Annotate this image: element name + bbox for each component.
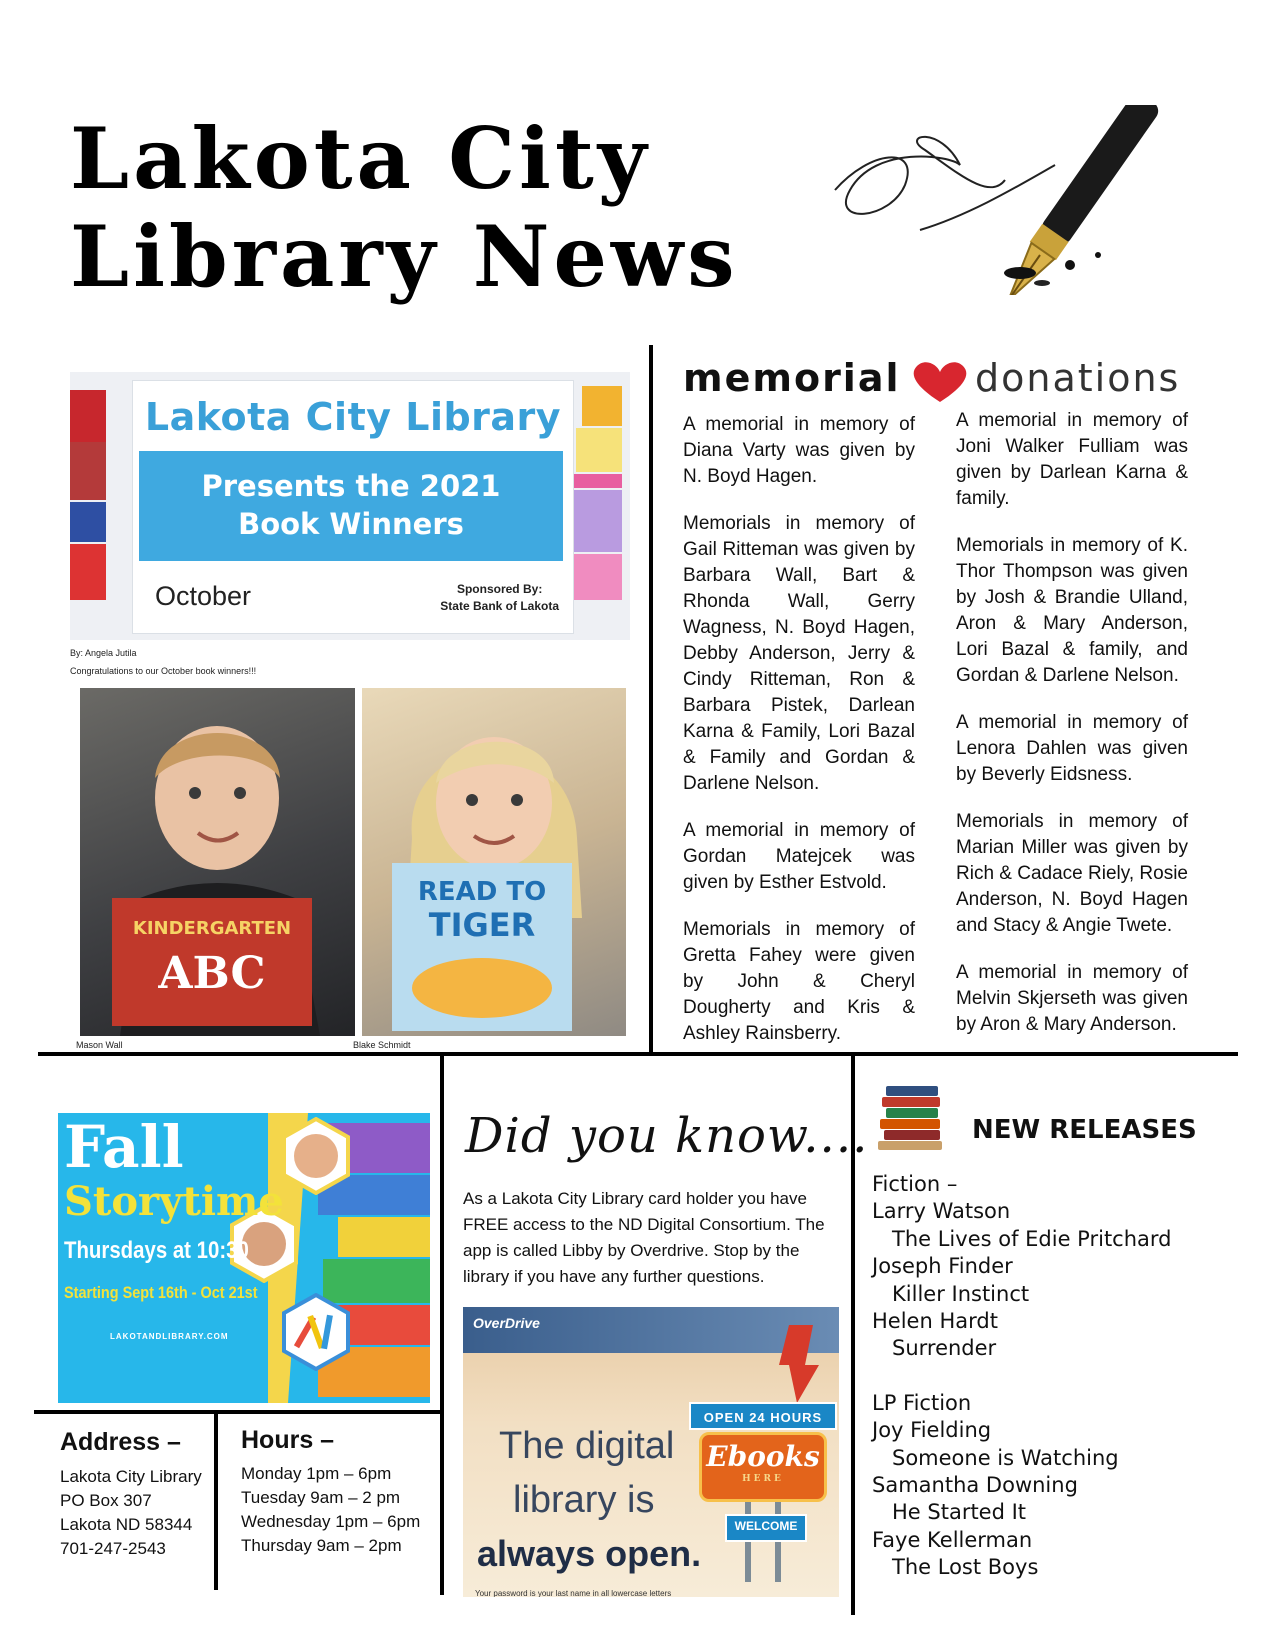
here-text: HERE bbox=[742, 1474, 784, 1484]
section-label: Fiction – bbox=[872, 1172, 958, 1196]
memorial-entry: A memorial in memory of Joni Walker Fulliam was given by Darlean Karna & family. bbox=[956, 410, 1188, 509]
book-spine-icon bbox=[70, 502, 106, 542]
address-lines bbox=[60, 1465, 202, 1561]
svg-text:READ TO: READ TO bbox=[417, 877, 547, 907]
book-winners-card bbox=[70, 372, 630, 640]
memorial-column-left bbox=[683, 412, 915, 1068]
book-kindergarten bbox=[112, 898, 312, 1026]
photo-mason-wall bbox=[80, 688, 355, 1036]
did-you-know-title: Did you know.... bbox=[465, 1108, 869, 1164]
ad-line-1: The digital bbox=[499, 1425, 675, 1467]
storytime-subtitle: Storytime bbox=[64, 1178, 284, 1225]
memorial-entry: A memorial in memory of Gordan Matejcek was given by Esther Estvold. bbox=[683, 820, 915, 893]
photo-caption-mason: Mason Wall bbox=[76, 1040, 123, 1050]
sponsor-name: State Bank of Lakota bbox=[440, 599, 559, 613]
photo-caption-blake: Blake Schmidt bbox=[353, 1040, 411, 1050]
svg-text:KINDERGARTEN: KINDERGARTEN bbox=[132, 918, 292, 939]
hours-line: Wednesday 1pm – 6pm bbox=[241, 1512, 421, 1531]
heart-icon bbox=[909, 360, 971, 404]
photo-blake-schmidt bbox=[362, 688, 626, 1036]
memorial-entry: Memorials in memory of Marian Miller was given by Rich & Cadace Riely, Rosie Anderson, N. Boyd Hagen and Stacy & Angie Twete. bbox=[956, 811, 1188, 936]
ebooks-sign bbox=[689, 1402, 837, 1578]
new-releases-list bbox=[872, 1171, 1172, 1582]
address-line: Lakota City Library bbox=[60, 1467, 202, 1486]
hours-heading: Hours – bbox=[241, 1426, 335, 1454]
address-line: PO Box 307 bbox=[60, 1491, 152, 1510]
banner-line-1: Presents the 2021 bbox=[201, 469, 501, 503]
byline: By: Angela Jutila bbox=[70, 648, 137, 658]
memorial-entry: Memorials in memory of Gretta Fahey were given by John & Cheryl Dougherty and Kris & Ashley Rainsberry. bbox=[683, 919, 915, 1044]
book-read-to-tiger bbox=[392, 863, 572, 1031]
memorial-entry: A memorial in memory of Lenora Dahlen was given by Beverly Eidsness. bbox=[956, 712, 1188, 785]
book-author: Faye Kellerman bbox=[872, 1527, 1033, 1552]
congrats-text: Congratulations to our October book winners!!! bbox=[70, 666, 257, 676]
hours-line: Thursday 9am – 2pm bbox=[241, 1536, 402, 1555]
book-title: The Lost Boys bbox=[892, 1555, 1039, 1580]
book-author: Joy Fielding bbox=[872, 1418, 992, 1443]
child-with-book-illustration bbox=[80, 688, 355, 1036]
arrow-sign-icon bbox=[779, 1325, 823, 1403]
divider-vertical-info bbox=[214, 1410, 218, 1590]
overdrive-ad bbox=[463, 1307, 839, 1597]
divider-vertical-top bbox=[649, 345, 653, 1055]
book-spine-icon bbox=[570, 474, 622, 488]
book-title: Killer Instinct bbox=[892, 1281, 1030, 1306]
storytime-title: Fall bbox=[64, 1113, 184, 1181]
book-winners-month: October bbox=[155, 581, 252, 611]
memorial-donations-header bbox=[683, 356, 1228, 406]
book-winners-poster bbox=[132, 380, 574, 634]
fall-storytime-poster bbox=[58, 1113, 430, 1403]
storytime-website: LAKOTANDLIBRARY.COM bbox=[110, 1332, 229, 1341]
crayons-badge bbox=[280, 1293, 352, 1371]
book-spine-icon bbox=[582, 386, 622, 426]
memorial-entry: A memorial in memory of Diana Varty was given by N. Boyd Hagen. bbox=[683, 414, 915, 487]
donations-word: donations bbox=[975, 356, 1181, 400]
memorial-entry: Memorials in memory of Gail Ritteman was given by Barbara Wall, Bart & Rhonda Wall, Gerry Wagness, N. Boyd Hagen, Debby Anderson, Jerry & Cindy Ritteman, Ron & Barbara Pistek, Darlean Karna & Family, Lori Bazal & Family and Gordan & Darlene Nelson. bbox=[683, 513, 915, 794]
book-winners-banner bbox=[139, 451, 563, 561]
book-spine-icon bbox=[570, 554, 622, 600]
ad-line-2: library is bbox=[513, 1479, 655, 1521]
hours-line: Tuesday 9am – 2 pm bbox=[241, 1488, 401, 1507]
address-heading: Address – bbox=[60, 1428, 181, 1456]
book-winners-title: Lakota City Library bbox=[144, 395, 562, 439]
book-title: Surrender bbox=[892, 1336, 997, 1361]
book-title: Someone is Watching bbox=[892, 1445, 1119, 1470]
book-author: Joseph Finder bbox=[872, 1254, 1013, 1279]
svg-text:TIGER: TIGER bbox=[428, 906, 536, 944]
memorial-word: memorial bbox=[683, 356, 901, 400]
divider-vertical-left bbox=[440, 1055, 444, 1595]
book-author: Larry Watson bbox=[872, 1199, 1011, 1224]
sponsor bbox=[440, 581, 559, 615]
storytime-when: Thursdays at 10:30 bbox=[64, 1237, 249, 1264]
child-photo-badge bbox=[280, 1117, 352, 1195]
book-author: Samantha Downing bbox=[872, 1473, 1078, 1498]
section-spacer bbox=[872, 1363, 1172, 1390]
overdrive-logo: OverDrive bbox=[473, 1315, 540, 1331]
book-spine-icon bbox=[576, 428, 622, 472]
masthead-line-2: Library News bbox=[70, 207, 739, 306]
book-title: He Started It bbox=[892, 1500, 1027, 1525]
did-you-know-body: As a Lakota City Library card holder you have FREE access to the ND Digital Consortium. The app is called Libby by Overdrive. Stop by the library if you have any further questions. bbox=[463, 1189, 825, 1286]
book-title: The Lives of Edie Pritchard bbox=[892, 1226, 1172, 1251]
ad-fine-print: Your password is your last name in all lowercase letters bbox=[475, 1589, 672, 1597]
address-line: Lakota ND 58344 bbox=[60, 1515, 193, 1534]
address-phone: 701-247-2543 bbox=[60, 1539, 166, 1558]
ad-line-3: always open. bbox=[477, 1533, 702, 1574]
child-with-book-illustration bbox=[362, 688, 626, 1036]
book-spine-icon bbox=[570, 490, 622, 552]
new-releases-heading: NEW RELEASES bbox=[972, 1115, 1197, 1145]
ebooks-text: Ebooks bbox=[706, 1440, 820, 1473]
svg-text:ABC: ABC bbox=[158, 948, 266, 999]
welcome-sign: WELCOME bbox=[725, 1514, 807, 1542]
book-stack-icon bbox=[872, 1082, 952, 1152]
hours-line: Monday 1pm – 6pm bbox=[241, 1464, 392, 1483]
memorial-column-right bbox=[956, 408, 1188, 1059]
fountain-pen-icon bbox=[830, 105, 1230, 295]
book-spine-icon bbox=[70, 544, 106, 600]
open-24-hours-sign: OPEN 24 HOURS bbox=[689, 1402, 837, 1430]
ebooks-here-sign bbox=[699, 1432, 827, 1502]
memorial-entry: A memorial in memory of Melvin Skjerseth was given by Aron & Mary Anderson. bbox=[956, 962, 1188, 1035]
book-spine-icon bbox=[70, 390, 106, 442]
masthead-line-1: Lakota City bbox=[70, 109, 651, 208]
divider-horizontal-info bbox=[34, 1410, 442, 1414]
sponsor-label: Sponsored By: bbox=[456, 582, 543, 596]
book-spine-icon bbox=[70, 442, 106, 500]
memorial-entry: Memorials in memory of K. Thor Thompson was given by Josh & Brandie Ulland, Aron & Mary Anderson, Lori Bazal & family, and Gordan & Darlene Nelson. bbox=[956, 535, 1188, 686]
banner-line-2: Book Winners bbox=[238, 507, 464, 541]
book-author: Helen Hardt bbox=[872, 1309, 998, 1334]
section-label: LP Fiction bbox=[872, 1390, 972, 1415]
hours-lines bbox=[241, 1462, 420, 1558]
storytime-dates: Starting Sept 16th - Oct 21st bbox=[64, 1283, 258, 1302]
